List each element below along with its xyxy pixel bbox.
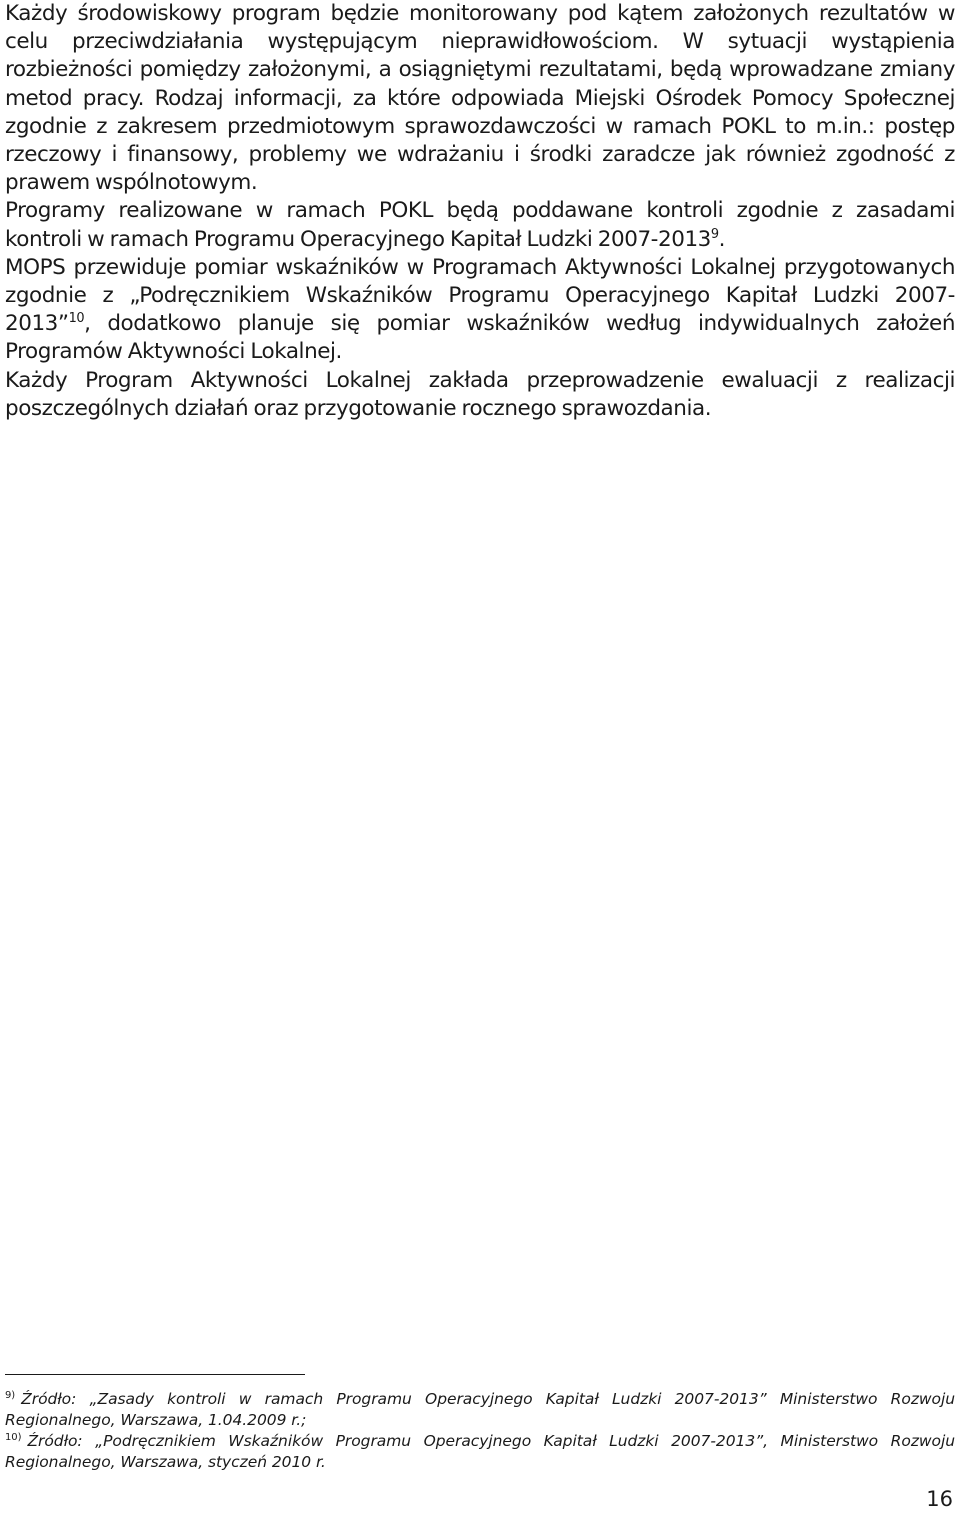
footnote-10-mark: 10) <box>5 1432 22 1443</box>
footnotes <box>5 1374 955 1473</box>
footnote-9-text: Źródło: „Zasady kontroli w ramach Programu Operacyjnego Kapitał Ludzki 2007-2013” Ministerstwo Rozwoju Regionalnego, Warszawa, 1.04.2009 r.; <box>5 1390 955 1429</box>
paragraph-evaluation <box>5 367 955 423</box>
footnote-9 <box>5 1389 955 1431</box>
paragraph-control <box>5 197 955 253</box>
paragraph-indicators-text: MOPS przewiduje pomiar wskaźników w Programach Aktywności Lokalnej przygotowanych zgodnie z „Podręcznikiem Wskaźników Programu Operacyjnego Kapitał Ludzki 2007-2013” <box>5 254 955 337</box>
paragraph-evaluation-text: Każdy Program Aktywności Lokalnej zakłada przeprowadzenie ewaluacji z realizacji poszczególnych działań oraz przygotowanie rocznego sprawozdania. <box>5 367 955 421</box>
paragraph-control-text: Programy realizowane w ramach POKL będą poddawane kontroli zgodnie z zasadami kontroli w ramach Programu Operacyjnego Kapitał Ludzki 2007-2013 <box>5 198 955 252</box>
paragraph-indicators <box>5 254 955 367</box>
document-page <box>5 0 955 1513</box>
footnote-ref-9[interactable]: 9 <box>710 226 719 242</box>
paragraph-indicators-tail: , dodatkowo planuje się pomiar wskaźników według indywidualnych założeń Programów Aktywności Lokalnej. <box>5 311 955 365</box>
paragraph-monitoring-text: Każdy środowiskowy program będzie monitorowany pod kątem założonych rezultatów w celu przeciwdziałania występującym nieprawidłowościom. W sytuacji wystąpienia rozbieżności pomiędzy założonymi, a osiągniętymi rezultatami, będą wprowadzane zmiany metod pracy. Rodzaj informacji, za które odpowiada Miejski Ośrodek Pomocy Społecznej zgodnie z zakresem przedmiotowym sprawozdawczości w ramach POKL to m.in.: postęp rzeczowy i finansowy, problemy we wdrażaniu i środki zaradcze jak również zgodność z prawem wspólnotowym. <box>5 1 955 196</box>
footnote-9-mark: 9) <box>5 1390 16 1401</box>
footnote-separator <box>5 1374 305 1375</box>
footnote-10-text: Źródło: „Podręcznikiem Wskaźników Programu Operacyjnego Kapitał Ludzki 2007-2013”, Ministerstwo Rozwoju Regionalnego, Warszawa, styczeń 2010 r. <box>5 1432 955 1471</box>
footnote-ref-10[interactable]: 10 <box>68 311 85 327</box>
footnote-10 <box>5 1431 955 1473</box>
paragraph-control-tail: . <box>718 226 726 252</box>
paragraph-monitoring <box>5 0 955 197</box>
page-number: 16 <box>926 1487 953 1511</box>
body-text <box>5 0 955 423</box>
